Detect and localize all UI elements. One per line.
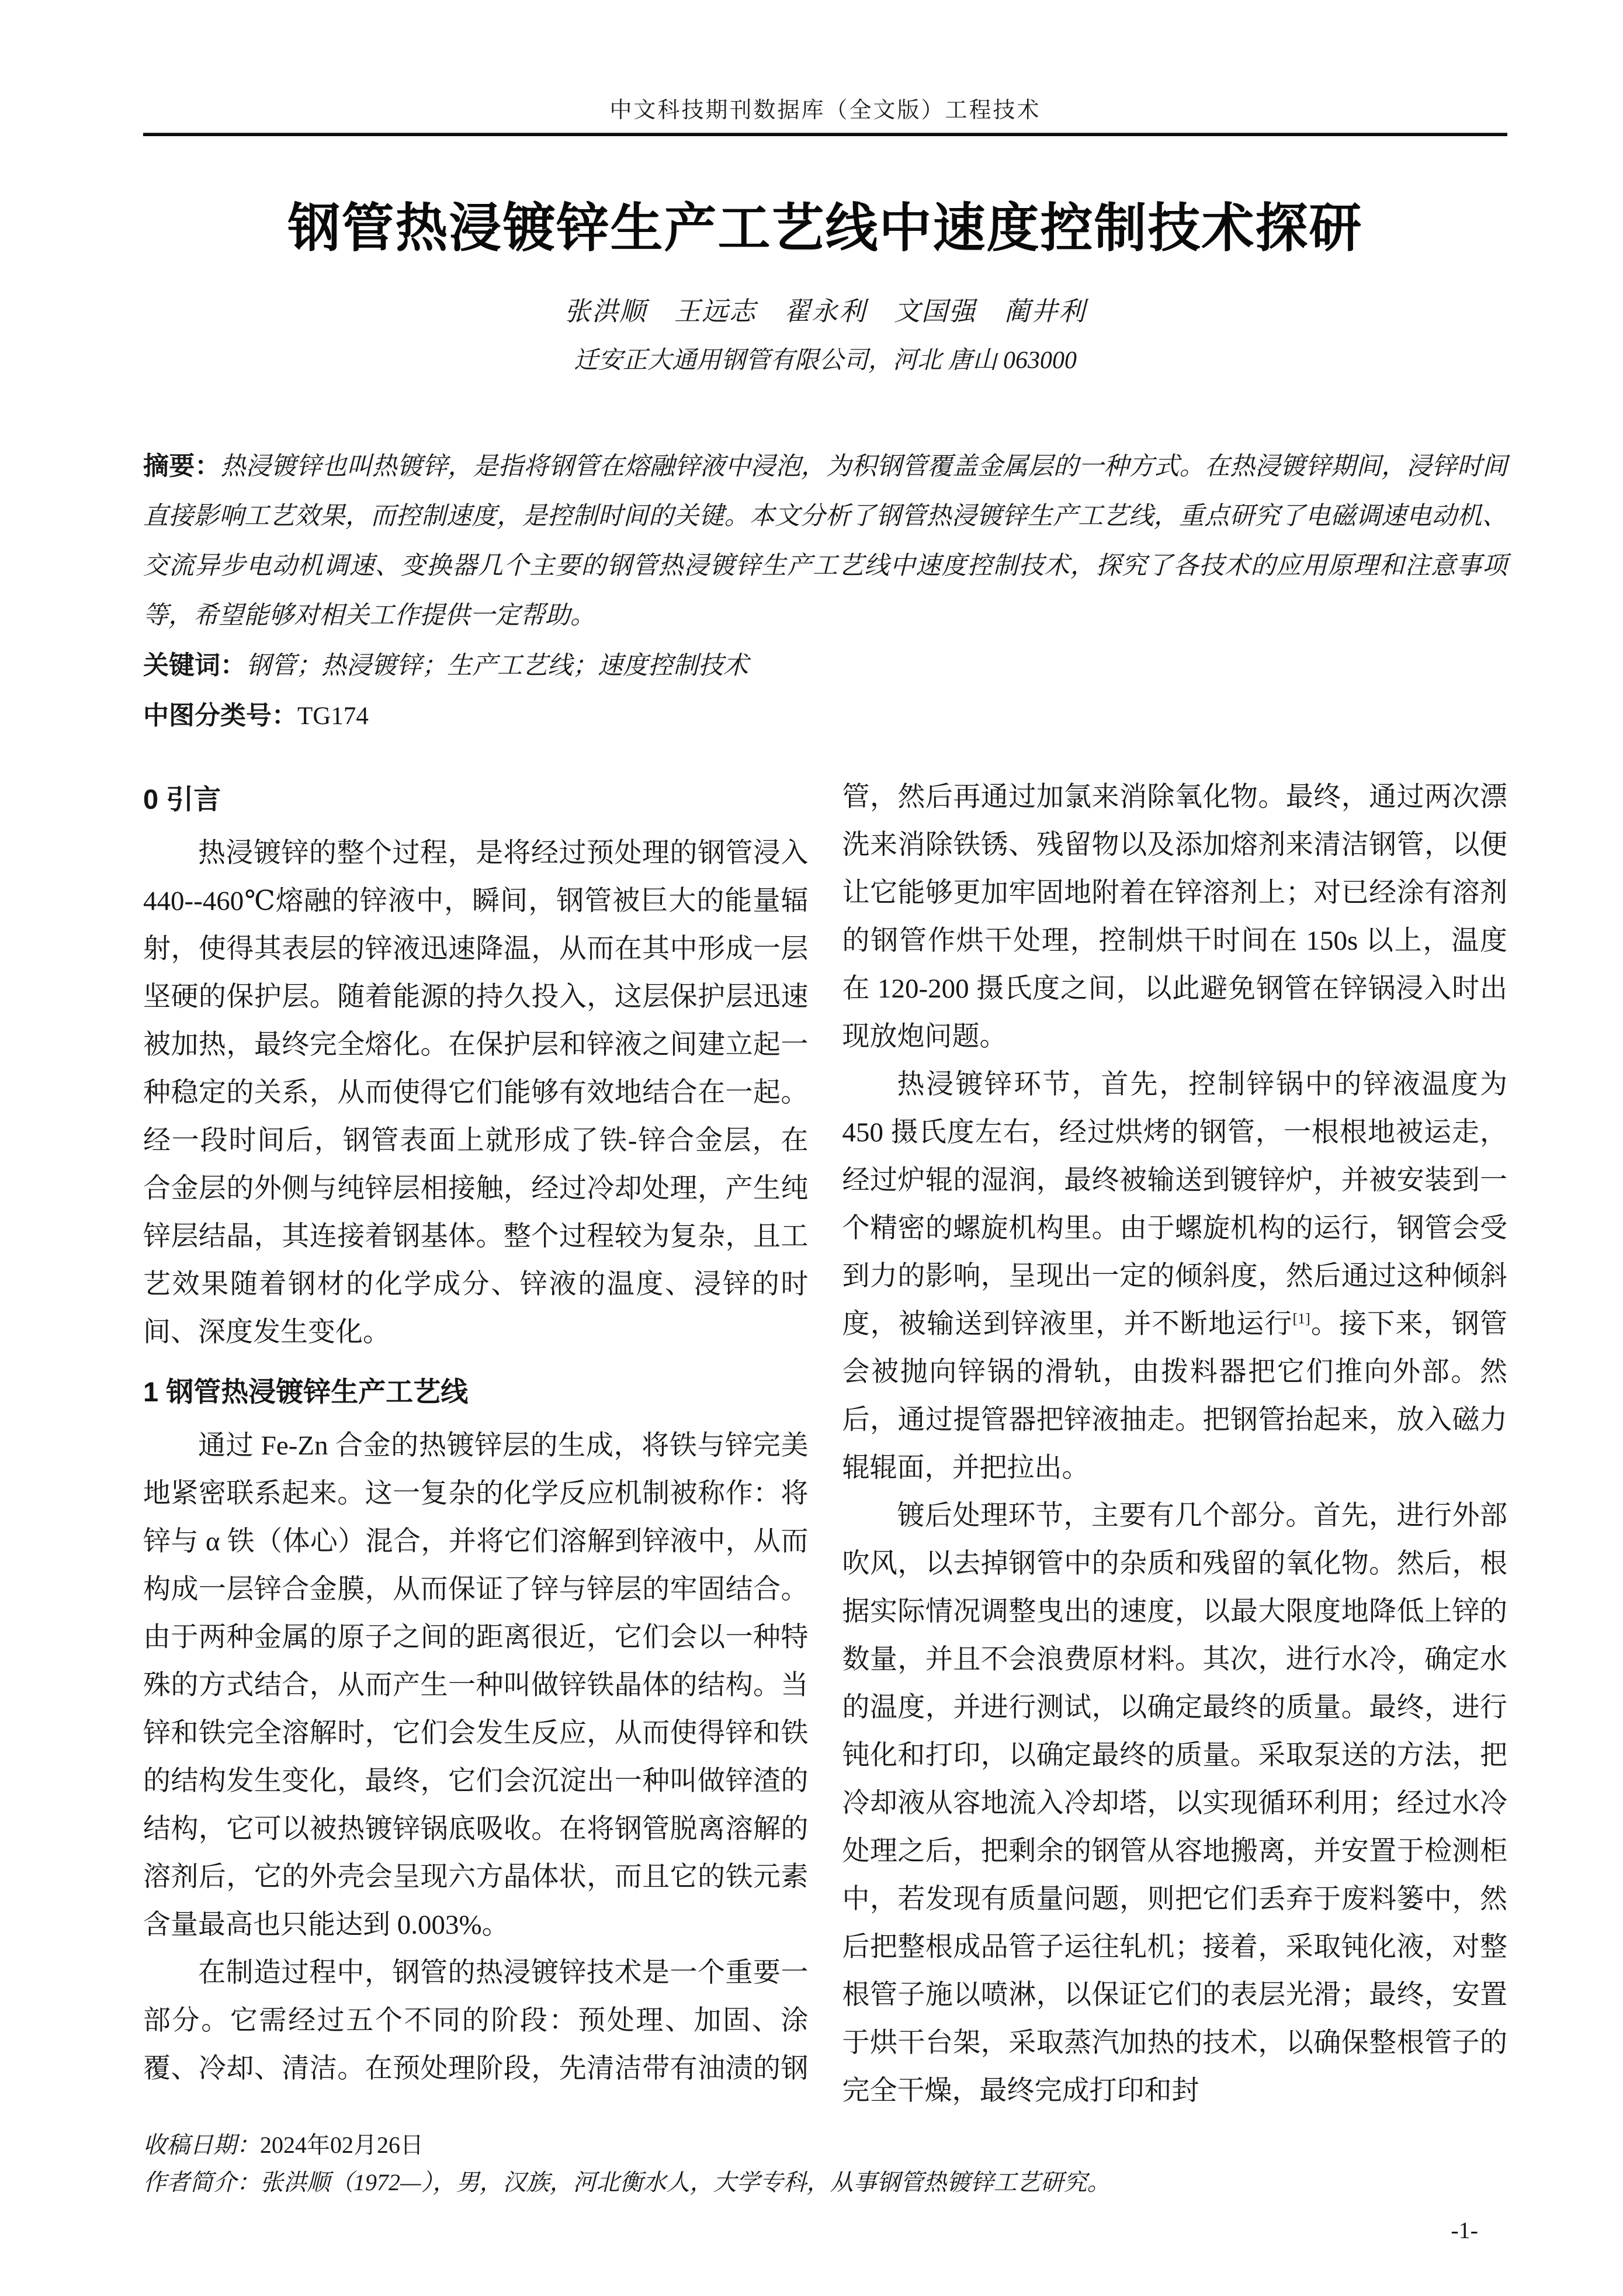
classification-paragraph [143, 691, 1507, 741]
classification-label: 中图分类号： [143, 701, 297, 730]
abstract-text: 热浸镀锌也叫热镀锌，是指将钢管在熔融锌液中浸泡，为积钢管覆盖金属层的一种方式。在热浸镀锌期间，浸锌时间直接影响工艺效果，而控制速度，是控制时间的关键。本文分析了钢管热浸镀锌生产工艺线，重点研究了电磁调速电动机、交流异步电动机调速、变换器几个主要的钢管热浸镀锌生产工艺线中速度控制技术，探究了各技术的应用原理和注意事项等，希望能够对相关工作提供一定帮助。 [143, 453, 1508, 630]
affiliation-line: 迁安正大通用钢管有限公司，河北 唐山 063000 [573, 347, 1077, 375]
author-bio-line [143, 2164, 1507, 2201]
footnotes-block [143, 2127, 1507, 2201]
section-introduction [143, 775, 809, 1356]
article-title: 钢管热浸镀锌生产工艺线中速度控制技术探研 [287, 199, 1363, 258]
received-date-value: 2024年02月26日 [260, 2132, 424, 2159]
header-rule [143, 133, 1507, 136]
section-heading-process-line: 1 钢管热浸镀锌生产工艺线 [143, 1376, 469, 1408]
body-paragraph: 热浸镀锌的整个过程，是将经过预处理的钢管浸入 440--460℃熔融的锌液中，瞬间，钢管被巨大的能量辐射，使得其表层的锌液迅速降温，从而在其中形成一层坚硬的保护层。随着能源的持久投入，这层保护层迅速被加热，最终完全熔化。在保护层和锌液之间建立起一种稳定的关系，从而使得它们能够有效地结合在一起。经一段时间后，钢管表面上就形成了铁-锌合金层，在合金层的外侧与纯锌层相接触，经过冷却处理，产生纯锌层结晶，其连接着钢基体。整个过程较为复杂，且工艺效果随着钢材的化学成分、锌液的温度、浸锌的时间、深度发生变化。 [143, 838, 809, 1348]
section-heading-introduction: 0 引言 [143, 784, 221, 815]
body-columns [143, 773, 1507, 2117]
keywords-label: 关键词： [143, 651, 246, 680]
abstract-label: 摘要： [143, 452, 221, 481]
body-paragraph: 在制造过程中，钢管的热浸镀锌技术是一个重要一部分。它需经过五个不同的阶段：预处理、加固、涂覆、冷却、清洁。在预处理阶段，先清洁带有油渍的钢管，然后再通过加氯来消除氧化物。最终，通过两次漂洗来消除铁锈、残留物以及添加熔剂来清洁钢管，以便让它能够更加牢固地附着在锌溶剂上；对已经涂有溶剂的钢管作烘干处理，控制烘干时间在 150s 以上，温度在 120-200 摄氏度之间，以此避免钢管在锌锅浸入时出现放炮问题。 [143, 782, 1507, 2084]
body-paragraph: 通过 Fe-Zn 合金的热镀锌层的生成，将铁与锌完美地紧密联系起来。这一复杂的化学反应机制被称作：将锌与 α 铁（体心）混合，并将它们溶解到锌液中，从而构成一层锌合金膜，从而保证了锌与锌层的牢固结合。由于两种金属的原子之间的距离很近，它们会以一种特殊的方式结合，从而产生一种叫做锌铁晶体的结构。当锌和铁完全溶解时，它们会发生反应，从而使得锌和铁的结构发生变化，最终，它们会沉淀出一种叫做锌渣的结构，它可以被热镀锌锅底吸收。在将钢管脱离溶解的溶剂后，它的外壳会呈现六方晶体状，而且它的铁元素含量最高也只能达到 0.003%。 [143, 1431, 809, 1941]
classification-code: TG174 [297, 702, 369, 730]
author-bio-label: 作者简介： [143, 2169, 260, 2196]
received-date-label: 收稿日期： [143, 2132, 260, 2159]
keywords-paragraph [143, 640, 1507, 691]
abstract-block [143, 441, 1507, 741]
journal-header: 中文科技期刊数据库（全文版）工程技术 [609, 98, 1041, 123]
abstract-paragraph [143, 441, 1507, 640]
page-number: -1- [1451, 2217, 1478, 2244]
body-paragraph: 热浸镀锌环节，首先，控制锌锅中的锌液温度为 450 摄氏度左右，经过烘烤的钢管，一根根地被运走，经过炉辊的湿润，最终被输送到镀锌炉，并被安装到一个精密的螺旋机构里。由于螺旋机构的运行，钢管会受到力的影响，呈现出一定的倾斜度，然后通过这种倾斜度，被输送到锌液里，并不断地运行[1]。接下来，钢管会被抛向锌锅的滑轨，由拨料器把它们推向外部。然后，通过提管器把锌液抽走。把钢管抬起来，放入磁力辊辊面，并把拉出。 [842, 1069, 1508, 1484]
author-bio-value: 张洪顺（1972—），男，汉族，河北衡水人，大学专科，从事钢管热镀锌工艺研究。 [260, 2169, 1111, 2196]
body-paragraph: 镀后处理环节，主要有几个部分。首先，进行外部吹风，以去掉钢管中的杂质和残留的氧化物。然后，根据实际情况调整曳出的速度，以最大限度地降低上锌的数量，并且不会浪费原材料。其次，进行水冷，确定水的温度，并进行测试，以确定最终的质量。最终，进行钝化和打印，以确定最终的质量。采取泵送的方法，把冷却液从容地流入冷却塔，以实现循环利用；经过水冷处理之后，把剩余的钢管从容地搬离，并安置于检测柜中，若发现有质量问题，则把它们丢弃于废料篓中，然后把整根成品管子运往轧机；接着，采取钝化液，对整根管子施以喷淋，以保证它们的表层光滑；最终，安置于烘干台架，采取蒸汽加热的技术，以确保整根管子的完全干燥，最终完成打印和封 [842, 1501, 1507, 2107]
keywords-text: 钢管；热浸镀锌；生产工艺线；速度控制技术 [246, 652, 748, 680]
received-date-line [143, 2127, 1507, 2164]
authors-line: 张洪顺 王远志 翟永利 文国强 蔺井利 [564, 297, 1086, 327]
